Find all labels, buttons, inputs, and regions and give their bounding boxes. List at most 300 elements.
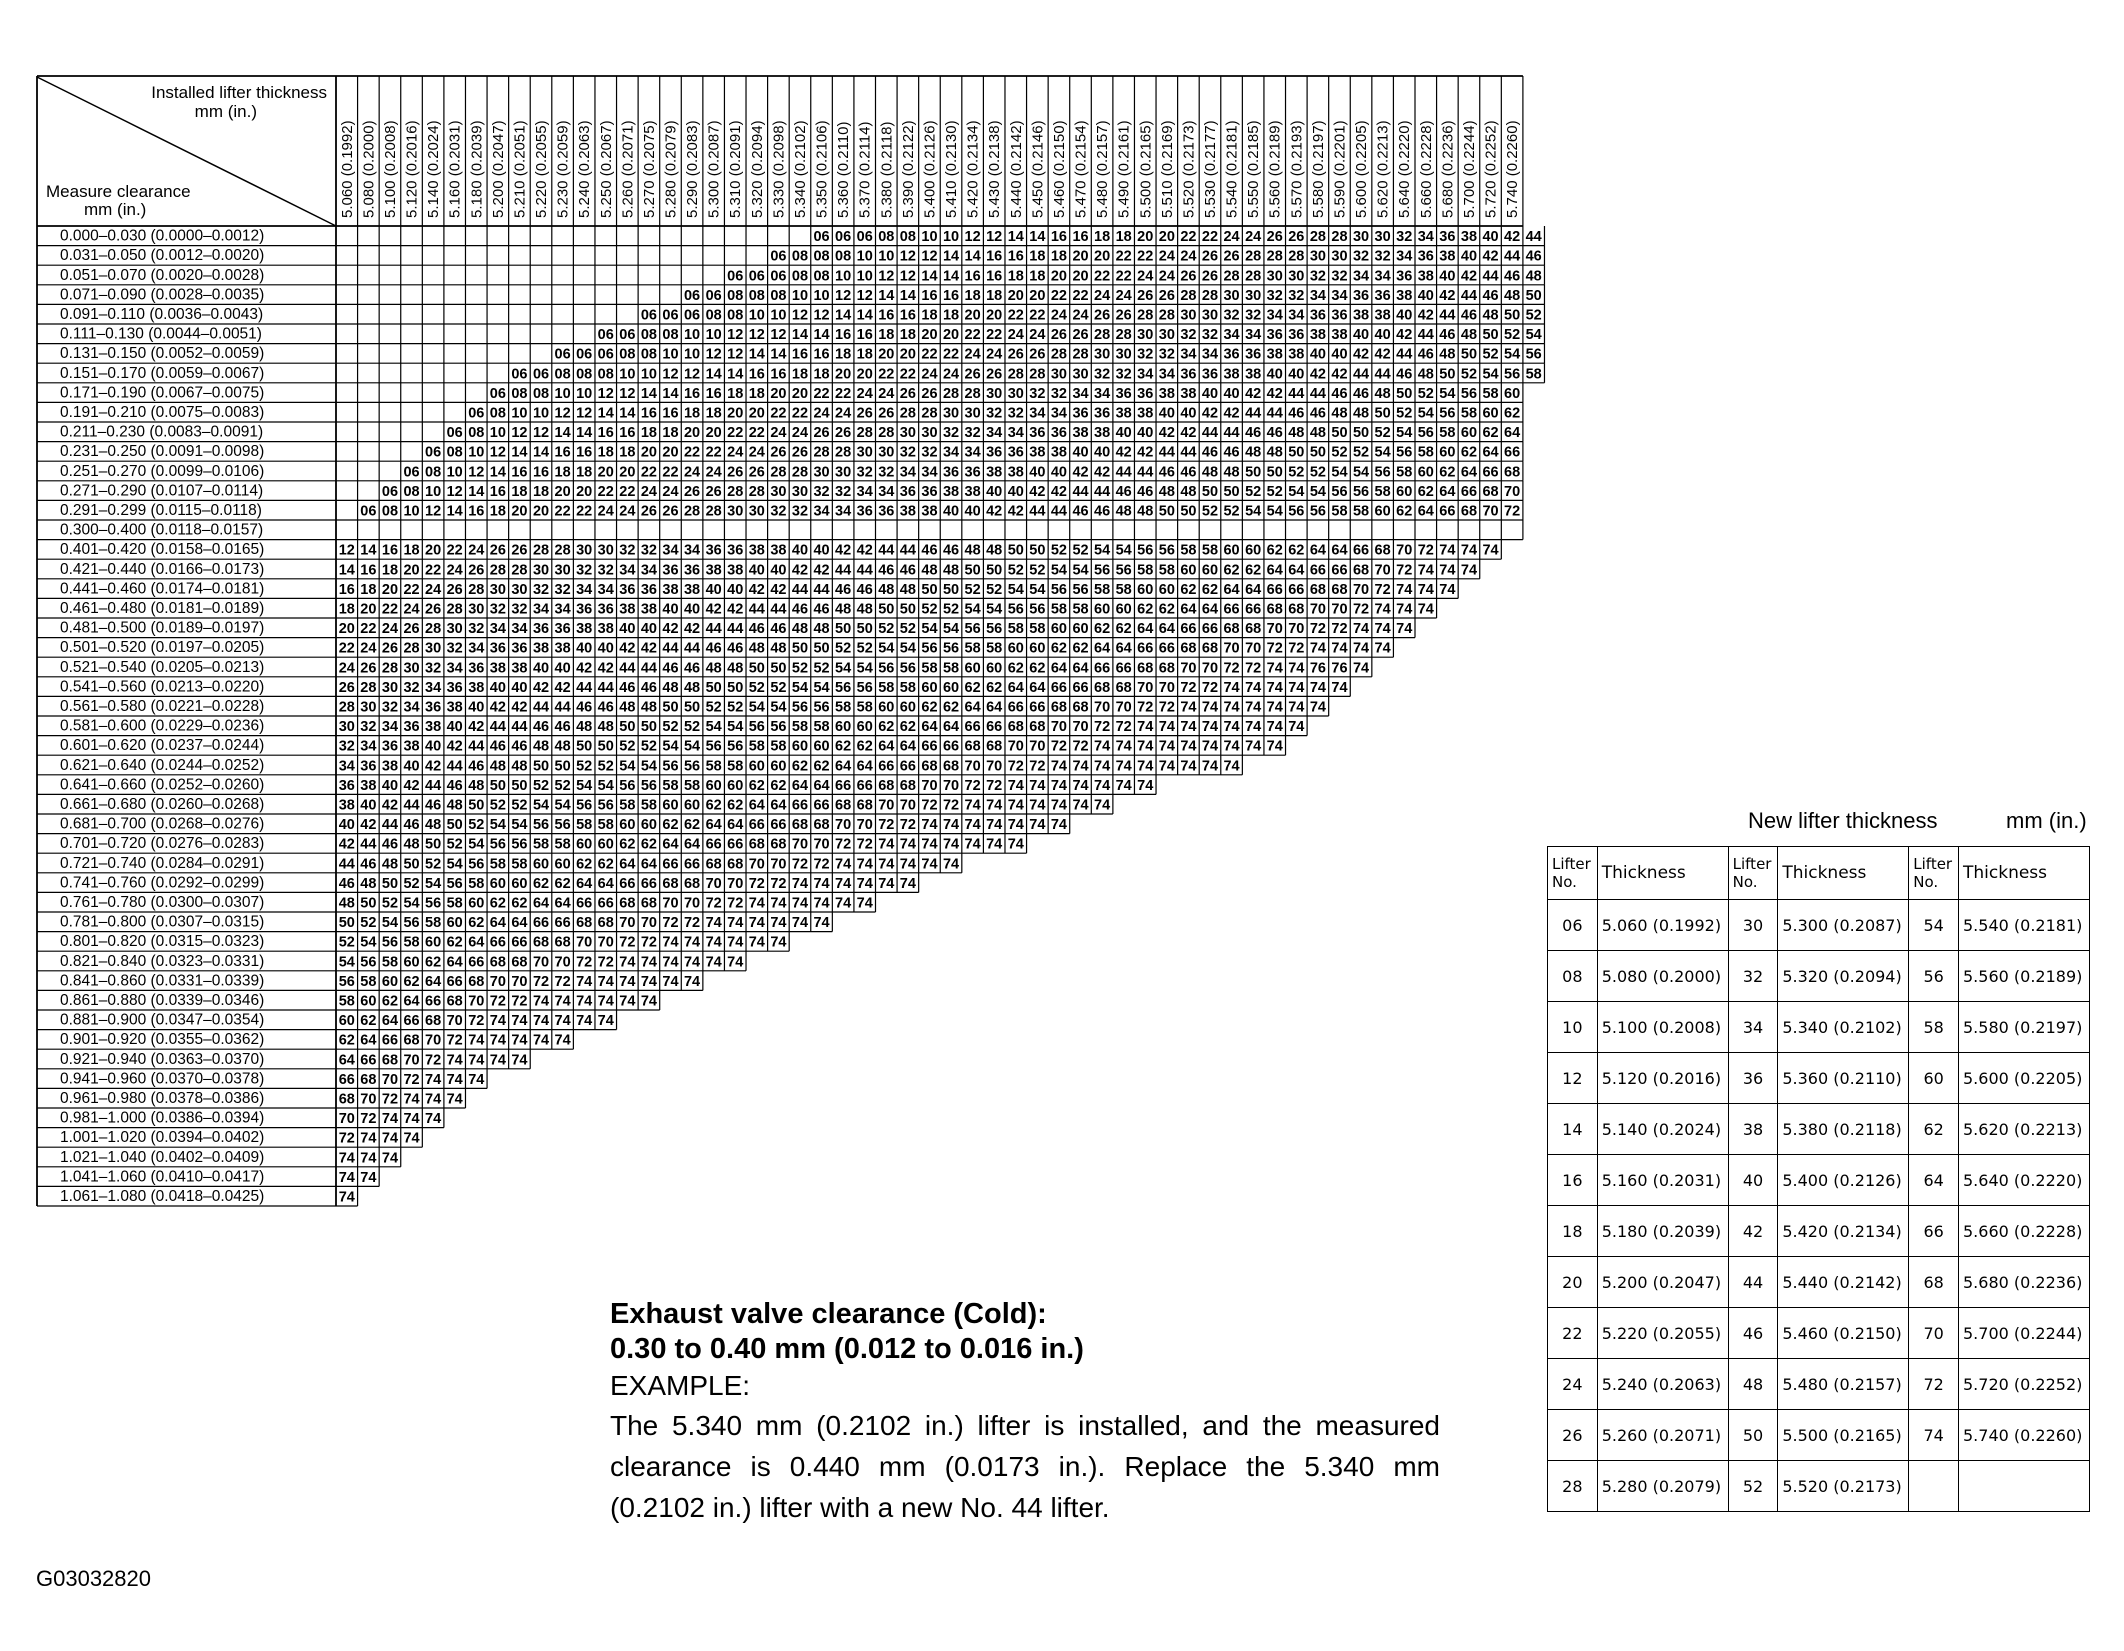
- replacement-lifter-no: 64: [1201, 601, 1219, 618]
- installed-thickness-label: 5.680 (0.2236): [1439, 120, 1457, 218]
- replacement-lifter-no: 72: [1504, 503, 1521, 520]
- replacement-lifter-no: 58: [532, 836, 550, 853]
- replacement-lifter-no: 06: [381, 483, 399, 500]
- replacement-lifter-no: 44: [1460, 287, 1478, 304]
- replacement-lifter-no: 46: [1201, 444, 1219, 461]
- lifter-thickness-cell: 5.560 (0.2189): [1959, 951, 2090, 1002]
- replacement-lifter-no: 40: [1417, 287, 1434, 304]
- replacement-lifter-no: 56: [381, 934, 399, 951]
- replacement-lifter-no: 38: [748, 542, 765, 559]
- replacement-lifter-no: 14: [597, 405, 614, 422]
- replacement-lifter-no: 16: [468, 503, 485, 520]
- installed-thickness-label: 5.600 (0.2205): [1353, 120, 1371, 218]
- lifter-thickness-cell: 5.580 (0.2197): [1959, 1002, 2090, 1053]
- clearance-range-label: 0.231–0.250 (0.0091–0.0098): [60, 443, 265, 461]
- replacement-lifter-no: 24: [338, 660, 355, 677]
- replacement-lifter-no: 08: [576, 366, 593, 383]
- replacement-lifter-no: 20: [942, 327, 960, 344]
- replacement-lifter-no: 48: [1309, 425, 1326, 442]
- replacement-lifter-no: 74: [619, 973, 636, 990]
- replacement-lifter-no: 20: [683, 425, 701, 442]
- replacement-lifter-no: 54: [1309, 483, 1326, 500]
- replacement-lifter-no: 24: [813, 405, 830, 422]
- replacement-lifter-no: 64: [403, 993, 420, 1010]
- replacement-lifter-no: 50: [1460, 346, 1478, 363]
- installed-thickness-label: 5.120 (0.2016): [403, 120, 421, 218]
- replacement-lifter-no: 54: [791, 679, 809, 696]
- replacement-lifter-no: 74: [640, 973, 657, 990]
- replacement-lifter-no: 60: [770, 758, 787, 775]
- replacement-lifter-no: 72: [640, 934, 657, 951]
- replacement-lifter-no: 62: [835, 738, 852, 755]
- replacement-lifter-no: 62: [1158, 601, 1175, 618]
- new-lifter-row: [1548, 1359, 2090, 1410]
- replacement-lifter-no: 68: [1504, 464, 1521, 481]
- replacement-lifter-no: 74: [1180, 719, 1197, 736]
- replacement-lifter-no: 24: [1115, 287, 1132, 304]
- replacement-lifter-no: 70: [986, 758, 1003, 775]
- replacement-lifter-no: 14: [360, 542, 377, 559]
- replacement-lifter-no: 12: [554, 405, 571, 422]
- replacement-lifter-no: 70: [1029, 738, 1046, 755]
- replacement-lifter-no: 66: [942, 738, 960, 755]
- clearance-range-label: 0.981–1.000 (0.0386–0.0394): [60, 1109, 265, 1127]
- replacement-lifter-no: 54: [576, 777, 593, 794]
- replacement-lifter-no: 58: [425, 915, 442, 932]
- replacement-lifter-no: 26: [1050, 327, 1068, 344]
- replacement-lifter-no: 30: [446, 621, 463, 638]
- replacement-lifter-no: 32: [835, 483, 852, 500]
- replacement-lifter-no: 68: [964, 738, 981, 755]
- replacement-lifter-no: 50: [986, 562, 1003, 579]
- installed-thickness-label: 5.700 (0.2244): [1460, 120, 1478, 218]
- replacement-lifter-no: 50: [683, 699, 701, 716]
- replacement-lifter-no: 38: [511, 660, 528, 677]
- replacement-lifter-no: 14: [705, 366, 722, 383]
- replacement-lifter-no: 32: [425, 660, 442, 677]
- replacement-lifter-no: 46: [770, 621, 787, 638]
- replacement-lifter-no: 44: [1094, 483, 1111, 500]
- replacement-lifter-no: 66: [1266, 581, 1283, 598]
- replacement-lifter-no: 56: [532, 817, 550, 834]
- replacement-lifter-no: 32: [942, 425, 960, 442]
- replacement-lifter-no: 52: [554, 777, 571, 794]
- replacement-lifter-no: 42: [1374, 346, 1391, 363]
- replacement-lifter-no: 52: [705, 699, 722, 716]
- replacement-lifter-no: 56: [878, 660, 895, 677]
- replacement-lifter-no: 46: [1525, 248, 1542, 265]
- replacement-lifter-no: 06: [403, 464, 420, 481]
- replacement-lifter-no: 50: [1374, 405, 1391, 422]
- replacement-lifter-no: 48: [921, 562, 938, 579]
- replacement-lifter-no: 34: [1180, 346, 1197, 363]
- replacement-lifter-no: 74: [468, 1071, 485, 1088]
- replacement-lifter-no: 68: [921, 758, 938, 775]
- replacement-lifter-no: 58: [1137, 562, 1154, 579]
- replacement-lifter-no: 28: [554, 542, 571, 559]
- replacement-lifter-no: 62: [1266, 542, 1283, 559]
- replacement-lifter-no: 62: [597, 856, 614, 873]
- replacement-lifter-no: 62: [381, 993, 399, 1010]
- replacement-lifter-no: 38: [1417, 268, 1434, 285]
- replacement-lifter-no: 74: [964, 797, 981, 814]
- replacement-lifter-no: 66: [576, 895, 593, 912]
- clearance-range-label: 0.781–0.800 (0.0307–0.0315): [60, 913, 265, 931]
- lifter-no-cell: 66: [1909, 1206, 1959, 1257]
- replacement-lifter-no: 22: [964, 327, 981, 344]
- replacement-lifter-no: 26: [835, 425, 852, 442]
- replacement-lifter-no: 52: [532, 777, 550, 794]
- installed-thickness-label: 5.720 (0.2252): [1482, 120, 1500, 218]
- replacement-lifter-no: 70: [942, 777, 960, 794]
- replacement-lifter-no: 40: [619, 621, 636, 638]
- replacement-lifter-no: 30: [1201, 307, 1219, 324]
- replacement-lifter-no: 40: [683, 601, 701, 618]
- replacement-lifter-no: 32: [1374, 248, 1391, 265]
- replacement-lifter-no: 66: [381, 1032, 399, 1049]
- replacement-lifter-no: 46: [468, 758, 485, 775]
- lifter-thickness-cell: 5.540 (0.2181): [1959, 900, 2090, 951]
- replacement-lifter-no: 38: [1223, 366, 1240, 383]
- replacement-lifter-no: 20: [640, 444, 657, 461]
- replacement-lifter-no: 22: [683, 444, 701, 461]
- replacement-lifter-no: 40: [554, 660, 571, 677]
- replacement-lifter-no: 26: [381, 640, 399, 657]
- lifter-no-cell: 62: [1909, 1104, 1959, 1155]
- replacement-lifter-no: 34: [446, 660, 463, 677]
- replacement-lifter-no: 52: [1201, 503, 1219, 520]
- installed-thickness-label: 5.440 (0.2142): [1007, 120, 1025, 218]
- replacement-lifter-no: 34: [468, 640, 485, 657]
- replacement-lifter-no: 44: [1374, 366, 1391, 383]
- replacement-lifter-no: 26: [1115, 307, 1132, 324]
- replacement-lifter-no: 18: [489, 503, 506, 520]
- replacement-lifter-no: 26: [1201, 268, 1219, 285]
- replacement-lifter-no: 24: [1007, 327, 1024, 344]
- replacement-lifter-no: 30: [942, 405, 960, 422]
- replacement-lifter-no: 40: [381, 777, 399, 794]
- replacement-lifter-no: 74: [1201, 719, 1219, 736]
- installed-thickness-label: 5.640 (0.2220): [1396, 120, 1414, 218]
- replacement-lifter-no: 66: [1439, 503, 1456, 520]
- replacement-lifter-no: 64: [1158, 621, 1175, 638]
- replacement-lifter-no: 42: [1201, 405, 1219, 422]
- replacement-lifter-no: 26: [338, 679, 355, 696]
- replacement-lifter-no: 72: [619, 934, 636, 951]
- replacement-lifter-no: 74: [1223, 758, 1240, 775]
- replacement-lifter-no: 34: [576, 581, 593, 598]
- replacement-lifter-no: 46: [791, 601, 809, 618]
- lifter-no-cell: 44: [1728, 1257, 1778, 1308]
- clearance-range-label: 0.881–0.900 (0.0347–0.0354): [60, 1011, 265, 1029]
- replacement-lifter-no: 64: [1266, 562, 1283, 579]
- replacement-lifter-no: 06: [360, 503, 377, 520]
- lifter-no-cell: 28: [1548, 1461, 1598, 1512]
- replacement-lifter-no: 08: [813, 248, 830, 265]
- replacement-lifter-no: 12: [338, 542, 355, 559]
- replacement-lifter-no: 32: [986, 405, 1003, 422]
- clearance-range-label: 0.641–0.660 (0.0252–0.0260): [60, 776, 265, 794]
- replacement-lifter-no: 34: [338, 758, 355, 775]
- replacement-lifter-no: 38: [1352, 307, 1370, 324]
- replacement-lifter-no: 18: [1007, 268, 1024, 285]
- replacement-lifter-no: 72: [1007, 758, 1024, 775]
- replacement-lifter-no: 74: [1050, 817, 1068, 834]
- replacement-lifter-no: 30: [878, 444, 895, 461]
- replacement-lifter-no: 58: [791, 719, 809, 736]
- replacement-lifter-no: 68: [1072, 699, 1089, 716]
- replacement-lifter-no: 66: [1137, 640, 1154, 657]
- replacement-lifter-no: 36: [1288, 327, 1305, 344]
- replacement-lifter-no: 24: [683, 464, 701, 481]
- replacement-lifter-no: 54: [964, 601, 981, 618]
- replacement-lifter-no: 28: [511, 562, 528, 579]
- replacement-lifter-no: 44: [1245, 405, 1262, 422]
- clearance-range-label: 0.921–0.940 (0.0363–0.0370): [60, 1050, 265, 1068]
- replacement-lifter-no: 68: [381, 1052, 399, 1069]
- replacement-lifter-no: 48: [597, 719, 614, 736]
- replacement-lifter-no: 42: [1504, 229, 1521, 246]
- replacement-lifter-no: 28: [1201, 287, 1219, 304]
- clearance-range-label: 0.761–0.780 (0.0300–0.0307): [60, 894, 265, 911]
- replacement-lifter-no: 72: [425, 1052, 442, 1069]
- replacement-lifter-no: 26: [1072, 327, 1089, 344]
- replacement-lifter-no: 48: [813, 621, 830, 638]
- replacement-lifter-no: 32: [446, 640, 463, 657]
- replacement-lifter-no: 70: [1201, 660, 1219, 677]
- replacement-lifter-no: 48: [489, 758, 506, 775]
- replacement-lifter-no: 40: [640, 621, 657, 638]
- replacement-lifter-no: 68: [662, 875, 679, 892]
- installed-thickness-label: 5.580 (0.2197): [1309, 120, 1327, 218]
- replacement-lifter-no: 38: [1180, 385, 1197, 402]
- replacement-lifter-no: 06: [425, 444, 442, 461]
- replacement-lifter-no: 66: [640, 875, 657, 892]
- replacement-lifter-no: 74: [1417, 562, 1434, 579]
- replacement-lifter-no: 48: [1352, 405, 1370, 422]
- replacement-lifter-no: 66: [705, 836, 722, 853]
- replacement-lifter-no: 58: [554, 836, 571, 853]
- replacement-lifter-no: 56: [770, 719, 787, 736]
- replacement-lifter-no: 12: [727, 327, 744, 344]
- replacement-lifter-no: 54: [1417, 405, 1434, 422]
- replacement-lifter-no: 74: [770, 895, 787, 912]
- replacement-lifter-no: 74: [1223, 719, 1240, 736]
- replacement-lifter-no: 48: [748, 640, 765, 657]
- replacement-lifter-no: 36: [1180, 366, 1197, 383]
- replacement-lifter-no: 30: [1309, 248, 1326, 265]
- replacement-lifter-no: 14: [532, 444, 550, 461]
- replacement-lifter-no: 72: [791, 856, 809, 873]
- replacement-lifter-no: 60: [1417, 464, 1434, 481]
- replacement-lifter-no: 74: [705, 934, 722, 951]
- replacement-lifter-no: 74: [791, 895, 809, 912]
- replacement-lifter-no: 18: [619, 444, 636, 461]
- replacement-lifter-no: 72: [770, 875, 787, 892]
- replacement-lifter-no: 48: [1158, 483, 1175, 500]
- replacement-lifter-no: 30: [791, 483, 809, 500]
- replacement-lifter-no: 42: [748, 581, 765, 598]
- replacement-lifter-no: 42: [1331, 366, 1348, 383]
- replacement-lifter-no: 24: [770, 425, 787, 442]
- replacement-lifter-no: 72: [727, 895, 744, 912]
- replacement-lifter-no: 50: [619, 719, 636, 736]
- replacement-lifter-no: 56: [1525, 346, 1542, 363]
- replacement-lifter-no: 38: [899, 503, 916, 520]
- replacement-lifter-no: 74: [1288, 679, 1305, 696]
- replacement-lifter-no: 34: [1245, 327, 1262, 344]
- replacement-lifter-no: 22: [338, 640, 355, 657]
- replacement-lifter-no: 34: [532, 601, 550, 618]
- replacement-lifter-no: 74: [468, 1032, 485, 1049]
- replacement-lifter-no: 06: [532, 366, 550, 383]
- replacement-lifter-no: 50: [899, 601, 916, 618]
- replacement-lifter-no: 42: [640, 640, 657, 657]
- replacement-lifter-no: 52: [619, 738, 636, 755]
- replacement-lifter-no: 28: [1180, 287, 1197, 304]
- installed-thickness-label: 5.500 (0.2165): [1137, 120, 1155, 218]
- replacement-lifter-no: 66: [856, 777, 873, 794]
- replacement-lifter-no: 12: [425, 503, 442, 520]
- replacement-lifter-no: 50: [511, 777, 528, 794]
- replacement-lifter-no: 74: [921, 856, 938, 873]
- replacement-lifter-no: 44: [1417, 327, 1434, 344]
- replacement-lifter-no: 10: [683, 346, 701, 363]
- replacement-lifter-no: 60: [1158, 581, 1175, 598]
- replacement-lifter-no: 28: [1309, 229, 1326, 246]
- replacement-lifter-no: 40: [425, 738, 442, 755]
- replacement-lifter-no: 18: [338, 601, 355, 618]
- replacement-lifter-no: 26: [791, 444, 809, 461]
- replacement-lifter-no: 26: [878, 405, 895, 422]
- clearance-range-label: 0.421–0.440 (0.0166–0.0173): [60, 560, 265, 578]
- replacement-lifter-no: 28: [1137, 307, 1154, 324]
- replacement-lifter-no: 42: [1460, 268, 1478, 285]
- replacement-lifter-no: 32: [1158, 346, 1175, 363]
- replacement-lifter-no: 36: [576, 601, 593, 618]
- replacement-lifter-no: 70: [1374, 562, 1391, 579]
- replacement-lifter-no: 32: [532, 581, 550, 598]
- replacement-lifter-no: 36: [878, 503, 895, 520]
- lifter-no-cell: 72: [1909, 1359, 1959, 1410]
- replacement-lifter-no: 24: [1137, 268, 1154, 285]
- replacement-lifter-no: 54: [360, 934, 377, 951]
- replacement-lifter-no: 48: [856, 601, 873, 618]
- replacement-lifter-no: 74: [640, 993, 657, 1010]
- replacement-lifter-no: 60: [1072, 621, 1089, 638]
- replacement-lifter-no: 58: [705, 758, 722, 775]
- new-lifter-table: [1547, 846, 2090, 1512]
- replacement-lifter-no: 22: [1072, 287, 1089, 304]
- replacement-lifter-no: 14: [813, 327, 830, 344]
- replacement-lifter-no: 74: [1072, 777, 1089, 794]
- replacement-lifter-no: 66: [683, 856, 701, 873]
- replacement-lifter-no: 28: [1158, 307, 1175, 324]
- replacement-lifter-no: 34: [1072, 385, 1089, 402]
- replacement-lifter-no: 08: [727, 287, 744, 304]
- replacement-lifter-no: 54: [425, 875, 442, 892]
- installed-thickness-label: 5.060 (0.1992): [338, 120, 356, 218]
- replacement-lifter-no: 48: [770, 640, 787, 657]
- replacement-lifter-no: 14: [856, 307, 873, 324]
- replacement-lifter-no: 60: [942, 679, 960, 696]
- replacement-lifter-no: 42: [511, 699, 528, 716]
- replacement-lifter-no: 40: [813, 542, 830, 559]
- installed-thickness-label: 5.210 (0.2051): [511, 120, 529, 218]
- replacement-lifter-no: 22: [1094, 268, 1111, 285]
- replacement-lifter-no: 74: [1050, 797, 1068, 814]
- replacement-lifter-no: 28: [835, 444, 852, 461]
- replacement-lifter-no: 60: [1180, 562, 1197, 579]
- replacement-lifter-no: 50: [770, 660, 787, 677]
- replacement-lifter-no: 62: [770, 777, 787, 794]
- replacement-lifter-no: 10: [403, 503, 420, 520]
- replacement-lifter-no: 12: [748, 327, 765, 344]
- replacement-lifter-no: 62: [1482, 425, 1499, 442]
- replacement-lifter-no: 26: [1029, 346, 1046, 363]
- replacement-lifter-no: 16: [921, 287, 938, 304]
- clearance-range-label: 0.051–0.070 (0.0020–0.0028): [60, 266, 265, 284]
- replacement-lifter-no: 58: [1094, 581, 1111, 598]
- replacement-lifter-no: 52: [899, 621, 916, 638]
- replacement-lifter-no: 20: [878, 346, 895, 363]
- replacement-lifter-no: 40: [511, 679, 528, 696]
- new-lifter-row: [1548, 1308, 2090, 1359]
- replacement-lifter-no: 50: [1352, 425, 1370, 442]
- replacement-lifter-no: 48: [964, 542, 981, 559]
- replacement-lifter-no: 66: [964, 719, 981, 736]
- lifter-thickness-cell: 5.080 (0.2000): [1597, 951, 1728, 1002]
- replacement-lifter-no: 62: [1201, 581, 1219, 598]
- replacement-lifter-no: 40: [1158, 405, 1175, 422]
- replacement-lifter-no: 42: [532, 679, 550, 696]
- replacement-lifter-no: 40: [1460, 248, 1478, 265]
- replacement-lifter-no: 38: [986, 464, 1003, 481]
- replacement-lifter-no: 28: [1050, 346, 1068, 363]
- installed-thickness-label: 5.240 (0.2063): [576, 120, 594, 218]
- replacement-lifter-no: 48: [1201, 464, 1219, 481]
- replacement-lifter-no: 42: [338, 836, 355, 853]
- replacement-lifter-no: 38: [1460, 229, 1478, 246]
- replacement-lifter-no: 18: [640, 425, 657, 442]
- installed-thickness-label: 5.540 (0.2181): [1223, 120, 1241, 218]
- replacement-lifter-no: 54: [986, 601, 1003, 618]
- replacement-lifter-no: 68: [597, 915, 614, 932]
- replacement-lifter-no: 36: [1417, 248, 1434, 265]
- replacement-lifter-no: 74: [1439, 562, 1456, 579]
- replacement-lifter-no: 44: [532, 699, 550, 716]
- lifter-thickness-cell: 5.660 (0.2228): [1959, 1206, 2090, 1257]
- lifter-thickness-cell: 5.520 (0.2173): [1778, 1461, 1909, 1512]
- replacement-lifter-no: 52: [1331, 444, 1348, 461]
- replacement-lifter-no: 74: [835, 875, 852, 892]
- replacement-lifter-no: 68: [1201, 640, 1219, 657]
- replacement-lifter-no: 14: [619, 405, 636, 422]
- clearance-range-label: 0.401–0.420 (0.0158–0.0165): [60, 541, 265, 559]
- lifter-no-cell: 52: [1728, 1461, 1778, 1512]
- replacement-lifter-no: 32: [576, 562, 593, 579]
- replacement-lifter-no: 52: [1223, 503, 1240, 520]
- replacement-lifter-no: 16: [360, 562, 377, 579]
- replacement-lifter-no: 08: [813, 268, 830, 285]
- replacement-lifter-no: 22: [576, 503, 593, 520]
- replacement-lifter-no: 56: [705, 738, 722, 755]
- replacement-lifter-no: 28: [1072, 346, 1089, 363]
- replacement-lifter-no: 58: [1029, 621, 1046, 638]
- lifter-thickness-cell: 5.100 (0.2008): [1597, 1002, 1728, 1053]
- replacement-lifter-no: 74: [1115, 777, 1132, 794]
- replacement-lifter-no: 70: [381, 1071, 399, 1088]
